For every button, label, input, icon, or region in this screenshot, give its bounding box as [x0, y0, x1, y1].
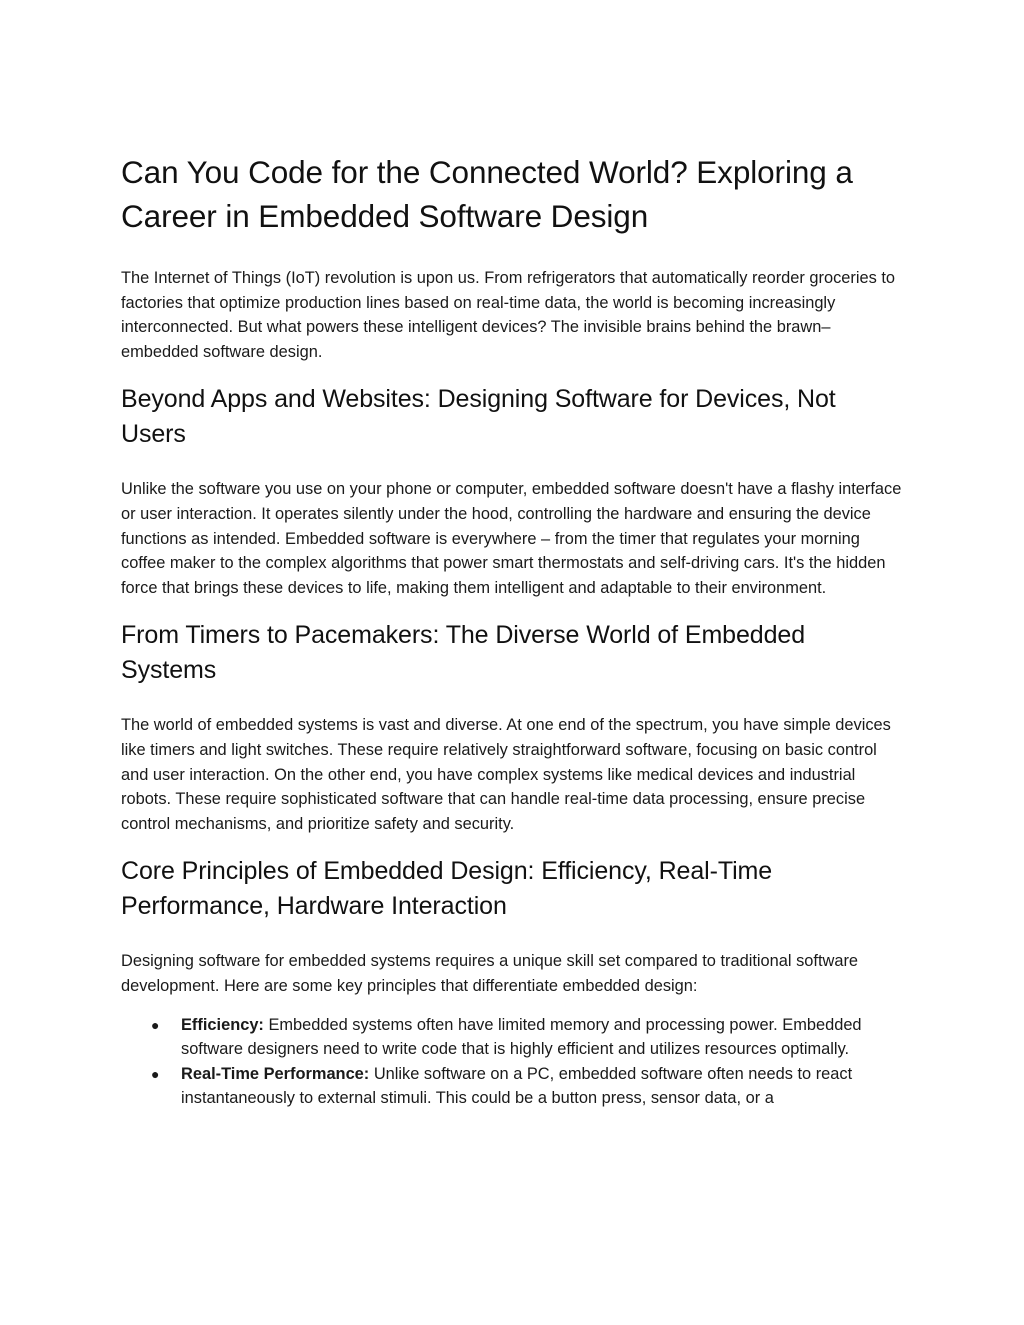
section-heading-core-principles: Core Principles of Embedded Design: Efficiency, Real-Time Performance, Hardware Interaction	[121, 857, 773, 921]
list-item-text: Embedded systems often have limited memory and processing power. Embedded software designers need to write code that is highly efficient and utilizes resources optimally.	[181, 1015, 862, 1059]
bullet-icon: ●	[151, 1065, 160, 1082]
list-item-term: Real-Time Performance:	[181, 1064, 370, 1083]
principles-list	[121, 1013, 906, 1111]
list-item-text: Unlike software on a PC, embedded software often needs to react instantaneously to external stimuli. This could be a button press, sensor data, or a	[181, 1064, 853, 1108]
section-body-core-principles: Designing software for embedded systems requires a unique skill set compared to traditional software development. Here are some key principles that differentiate embedded design:	[121, 952, 859, 995]
list-item-efficiency	[121, 1013, 906, 1062]
section-heading-timers-to-pacemakers: From Timers to Pacemakers: The Diverse World of Embedded Systems	[121, 621, 806, 685]
document-body	[121, 150, 906, 1111]
section-body-beyond-apps: Unlike the software you use on your phone or computer, embedded software doesn't have a flashy interface or user interaction. It operates silently under the hood, controlling the hardware and ensuring the device functions as intended. Embedded software is everywhere – from the timer that regulates your morning coffee maker to the complex algorithms that power smart thermostats and self-driving cars. It's the hidden force that brings these devices to life, making them intelligent and adaptable to their environment.	[121, 480, 902, 597]
list-item-term: Efficiency:	[181, 1015, 264, 1034]
list-item-real-time-performance	[121, 1062, 906, 1111]
document-title: Can You Code for the Connected World? Exploring a Career in Embedded Software Design	[121, 154, 853, 234]
intro-paragraph: The Internet of Things (IoT) revolution is upon us. From refrigerators that automatically reorder groceries to factories that optimize production lines based on real-time data, the world is becoming increasingly interconnected. But what powers these intelligent devices? The invisible brains behind the brawn–embedded software design.	[121, 269, 896, 361]
section-heading-beyond-apps: Beyond Apps and Websites: Designing Software for Devices, Not Users	[121, 385, 836, 449]
bullet-icon: ●	[151, 1016, 160, 1033]
section-body-timers-to-pacemakers: The world of embedded systems is vast and diverse. At one end of the spectrum, you have simple devices like timers and light switches. These require relatively straightforward software, focusing on basic control and user interaction. On the other end, you have complex systems like medical devices and industrial robots. These require sophisticated software that can handle real-time data processing, ensure precise control mechanisms, and prioritize safety and security.	[121, 716, 891, 833]
